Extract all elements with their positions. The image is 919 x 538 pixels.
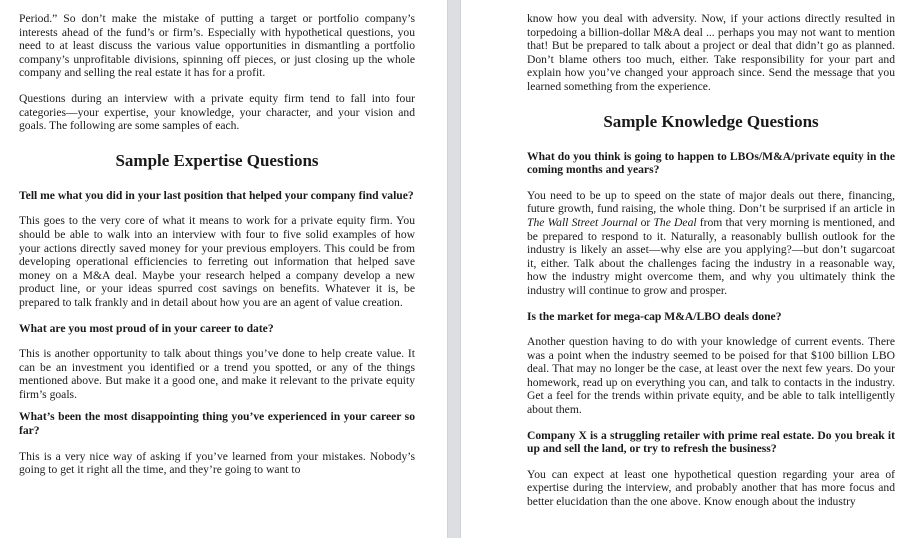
publication-title: The Deal xyxy=(653,215,697,229)
answer-mega-cap: Another question having to do with your knowledge of current events. There was a point when the industry seemed to be poised for that $100 billion LBO deal. That may no longer be the case, at least over the next few years. Do your homework, read up on everything you can, and talk to contacts in the industry. Get a feel for the trends within private equity, and be able to talk intelligently about them. xyxy=(527,335,895,417)
section-heading-expertise: Sample Expertise Questions xyxy=(115,150,319,170)
answer-most-disappointing: This is a very nice way of asking if you’ve learned from your mistakes. Nobody’s going to get it right all the time, and they’re going to want to xyxy=(19,449,415,477)
publication-title: The Wall Street Journal xyxy=(527,215,638,229)
question-company-x: Company X is a struggling retailer with prime real estate. Do you break it up and sell the land, or try to refresh the business? xyxy=(527,428,895,456)
answer-last-position: This goes to the very core of what it means to work for a private equity firm. You should be able to walk into an interview with four to five solid examples of how your actions directly saved money for your previous employers. This could be from developing operational efficiencies to ferreting out information that helped save money on a M&A deal. Maybe your research helped a company develop a new product line, or your ideas spurred cost savings on benefits. Whatever it is, be prepared to talk frankly and in detail about how you are an agent of value creation. xyxy=(19,214,415,309)
answer-text: or xyxy=(637,215,654,229)
section-heading-knowledge: Sample Knowledge Questions xyxy=(603,111,819,131)
continued-paragraph: know how you deal with adversity. Now, if your actions directly resulted in torpedoing a billion-dollar M&A deal ... perhaps you may not want to mention that! But be prepared to talk about a project or deal that didn’t go as planned. Don’t blame others too much, either. Take responsibility for your part and explain how you’ve changed your approach since. Send the message that you learned something from the experience. xyxy=(527,12,895,93)
intro-paragraph: Questions during an interview with a private equity firm tend to fall into four categories—your expertise, your knowledge, your character, and your vision and goals. The following are some samples of each. xyxy=(19,91,415,133)
answer-text: from that very morning is mentioned, and be prepared to respond to it. Naturally, a reasonably bullish outlook for the industry is likely an asset—why else are you applying?—but don’t sugarcoat it, either. Talk about the challenges facing the industry in a reasonable way, how the industry might overcome them, and why you ultimately think the industry will continue to grow and prosper. xyxy=(527,215,895,297)
question-most-proud: What are you most proud of in your career to date? xyxy=(19,321,274,335)
answer-company-x: You can expect at least one hypothetical question regarding your area of expertise during the interview, and probably another that has more focus and better elucidation than the one above. Know enough about the industry xyxy=(527,467,895,509)
left-page xyxy=(0,0,447,538)
answer-most-proud: This is another opportunity to talk about things you’ve done to help create value. It can be an investment you identified or a trend you spotted, or any of the things mentioned above. But make it a good one, and make it relevant to the private equity firm’s goals. xyxy=(19,347,415,401)
question-future-lbo: What do you think is going to happen to LBOs/M&A/private equity in the coming months and years? xyxy=(527,149,895,177)
answer-text: You need to be up to speed on the state of major deals out there, financing, future growth, fund raising, the whole thing. Don’t be surprised if an article in xyxy=(527,188,895,216)
continued-paragraph: Period.” So don’t make the mistake of putting a target or portfolio company’s interests ahead of the fund’s or firm’s. Especially with hypothetical questions, you need to at least discuss the various value opportunities in dismantling a portfolio company’s unprofitable divisions, spinning off pieces, or just closing up the whole company and selling the real estate it has for a profit. xyxy=(19,12,415,80)
question-last-position: Tell me what you did in your last position that helped your company find value? xyxy=(19,188,414,202)
question-most-disappointing: What’s been the most disappointing thing you’ve experienced in your career so far? xyxy=(19,410,415,438)
right-page xyxy=(461,0,919,538)
question-mega-cap: Is the market for mega-cap M&A/LBO deals done? xyxy=(527,309,782,323)
page-gutter xyxy=(447,0,461,538)
answer-future-lbo xyxy=(527,189,895,298)
